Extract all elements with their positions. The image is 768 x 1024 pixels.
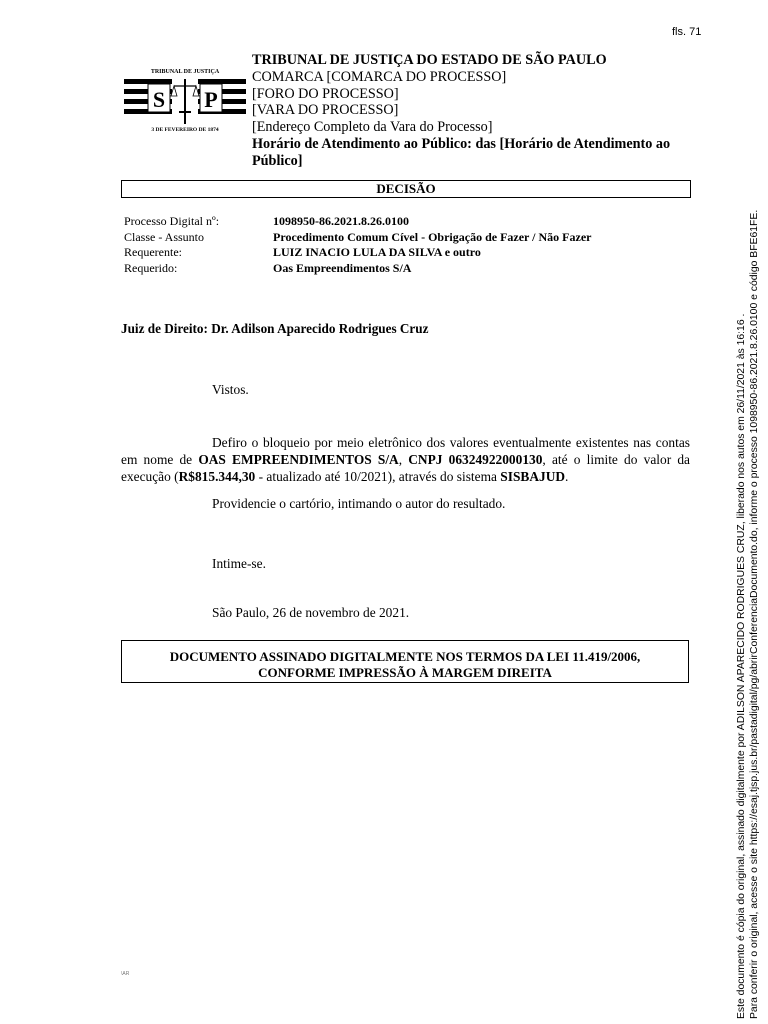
margin-line-2: Para conferir o original, acesse o site https://esaj.tjsp.jus.br/pastadigital/pg/abrirConferenciaDocumento.do, informe o processo 1098950-86.2021.8.26.0100 e código BFE61FE. xyxy=(748,209,760,1019)
endereco: [Endereço Completo da Vara do Processo] xyxy=(252,119,493,136)
foro: [FORO DO PROCESSO] xyxy=(252,85,399,102)
court-name: TRIBUNAL DE JUSTIÇA DO ESTADO DE SÃO PAULO xyxy=(252,52,607,68)
separator: , xyxy=(398,452,409,467)
defendant-label: Requerido: xyxy=(124,260,178,275)
intime: Intime-se. xyxy=(212,556,266,571)
process-label: Processo Digital nº: xyxy=(124,214,220,228)
plaintiff-label: Requerente: xyxy=(124,245,182,259)
defendant-value: Oas Empreendimentos S/A xyxy=(273,260,412,275)
amount: R$815.344,30 xyxy=(178,469,256,484)
vistos: Vistos. xyxy=(212,382,249,397)
paragraph-text: Defiro o bloqueio por meio eletrônico dos valores eventualmente existentes nas contas em nome de xyxy=(121,435,690,467)
class-row xyxy=(124,230,591,246)
class-label: Classe - Assunto xyxy=(124,229,205,244)
providencie: Providencie o cartório, intimando o autor do resultado. xyxy=(212,496,506,511)
logo-letter-s: S xyxy=(152,87,166,112)
document-title: DECISÃO xyxy=(121,180,691,198)
court-seal-icon xyxy=(122,46,248,136)
process-number: 1098950-86.2021.8.26.0100 xyxy=(273,214,409,228)
plaintiff-row xyxy=(124,245,591,261)
process-row xyxy=(124,214,591,230)
decision-paragraph xyxy=(121,434,690,485)
logo-top-text: TRIBUNAL DE JUSTIÇA xyxy=(150,69,220,75)
process-info xyxy=(124,214,591,276)
paragraph-end: . xyxy=(565,469,569,484)
court-header xyxy=(252,52,692,170)
date-line: São Paulo, 26 de novembro de 2021. xyxy=(212,605,410,620)
paragraph-text: - atualizado até 10/2021), através do sistema xyxy=(255,469,501,484)
system-name: SISBAJUD xyxy=(500,469,566,484)
page-number: fls. 71 xyxy=(672,26,702,38)
logo-bottom-text: 3 DE FEVEREIRO DE 1874 xyxy=(151,127,219,133)
signature-box xyxy=(121,640,689,683)
company-name: OAS EMPREENDIMENTOS S/A xyxy=(198,452,399,467)
court-logo xyxy=(122,46,248,136)
class-value: Procedimento Comum Cível - Obrigação de Fazer / Não Fazer xyxy=(273,229,592,244)
horario: Horário de Atendimento ao Público: das [Horário de Atendimento ao Público] xyxy=(252,135,671,169)
comarca: COMARCA [COMARCA DO PROCESSO] xyxy=(252,68,507,85)
margin-authentication-note xyxy=(736,19,762,1019)
signature-line-1: DOCUMENTO ASSINADO DIGITALMENTE NOS TERMOS DA LEI 11.419/2006, xyxy=(169,649,641,664)
footer-code: \AR xyxy=(121,971,130,977)
cnpj: CNPJ 06324922000130 xyxy=(408,452,543,467)
logo-letter-p: P xyxy=(204,87,218,112)
paragraph-text: , até o limite do valor da execução ( xyxy=(121,452,690,484)
judge-name: Juiz de Direito: Dr. Adilson Aparecido Rodrigues Cruz xyxy=(121,321,429,336)
signature-line-2: CONFORME IMPRESSÃO À MARGEM DIREITA xyxy=(258,665,552,680)
plaintiff-value: LUIZ INACIO LULA DA SILVA e outro xyxy=(273,245,481,259)
vara: [VARA DO PROCESSO] xyxy=(252,102,399,119)
margin-line-1: Este documento é cópia do original, assinado digitalmente por ADILSON APARECIDO RODRIGUES CRUZ, liberado nos autos em 26/11/2021 às 16:16 . xyxy=(736,313,747,1019)
defendant-row xyxy=(124,261,591,277)
